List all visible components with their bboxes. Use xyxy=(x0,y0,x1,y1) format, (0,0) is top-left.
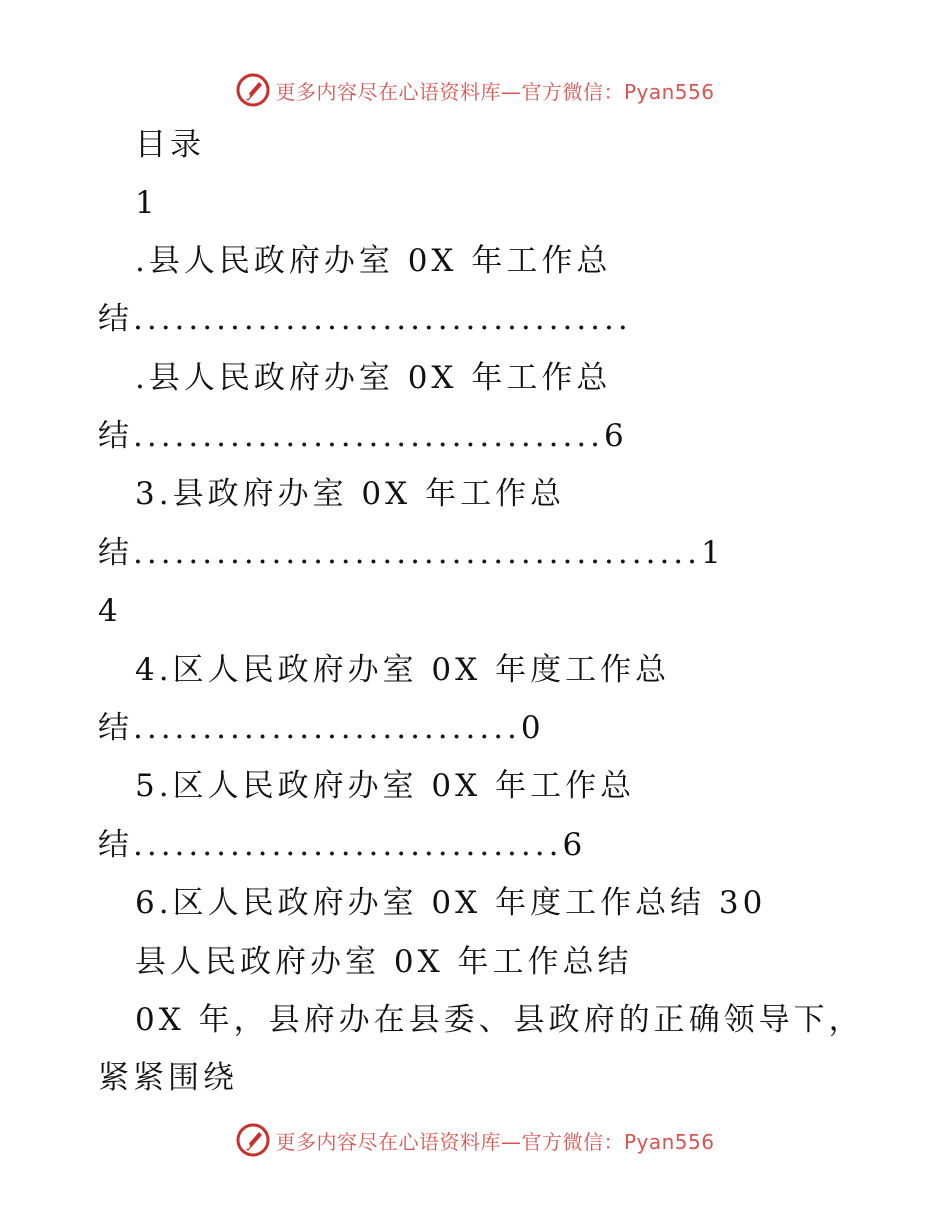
toc-line: 结............................0 xyxy=(98,710,545,746)
toc-line: .县人民政府办室 0X 年工作总 xyxy=(135,243,612,279)
section-title: 县人民政府办室 0X 年工作总结 xyxy=(135,944,633,980)
toc-line: 结.................................... xyxy=(98,301,632,337)
pen-seal-icon xyxy=(235,72,271,108)
toc-line: 5.区人民政府办室 0X 年工作总 xyxy=(135,768,636,804)
toc-line: 结.........................................1 xyxy=(98,535,725,571)
toc-line: 4.区人民政府办室 0X 年度工作总 xyxy=(135,652,671,688)
body-paragraph: 紧紧围绕 xyxy=(98,1060,238,1096)
toc-line: 4 xyxy=(98,593,122,629)
toc-line: 结...............................6 xyxy=(98,827,587,863)
body-paragraph: 0X 年，县府办在县委、县政府的正确领导下， xyxy=(135,1002,864,1038)
toc-heading: 目录 xyxy=(135,127,205,163)
footer-watermark xyxy=(0,1120,950,1160)
toc-line: 3.县政府办室 0X 年工作总 xyxy=(135,476,566,512)
watermark-text: 更多内容尽在心语资料库—官方微信：Pyan556 xyxy=(275,1129,715,1154)
toc-line: 1 xyxy=(135,185,159,221)
pen-seal-icon xyxy=(235,1122,271,1158)
toc-line: 6.区人民政府办室 0X 年度工作总结 30 xyxy=(135,885,767,921)
header-watermark xyxy=(0,70,950,110)
watermark-text: 更多内容尽在心语资料库—官方微信：Pyan556 xyxy=(275,79,715,104)
toc-line: 结..................................6 xyxy=(98,418,628,454)
toc-line: .县人民政府办室 0X 年工作总 xyxy=(135,360,612,396)
